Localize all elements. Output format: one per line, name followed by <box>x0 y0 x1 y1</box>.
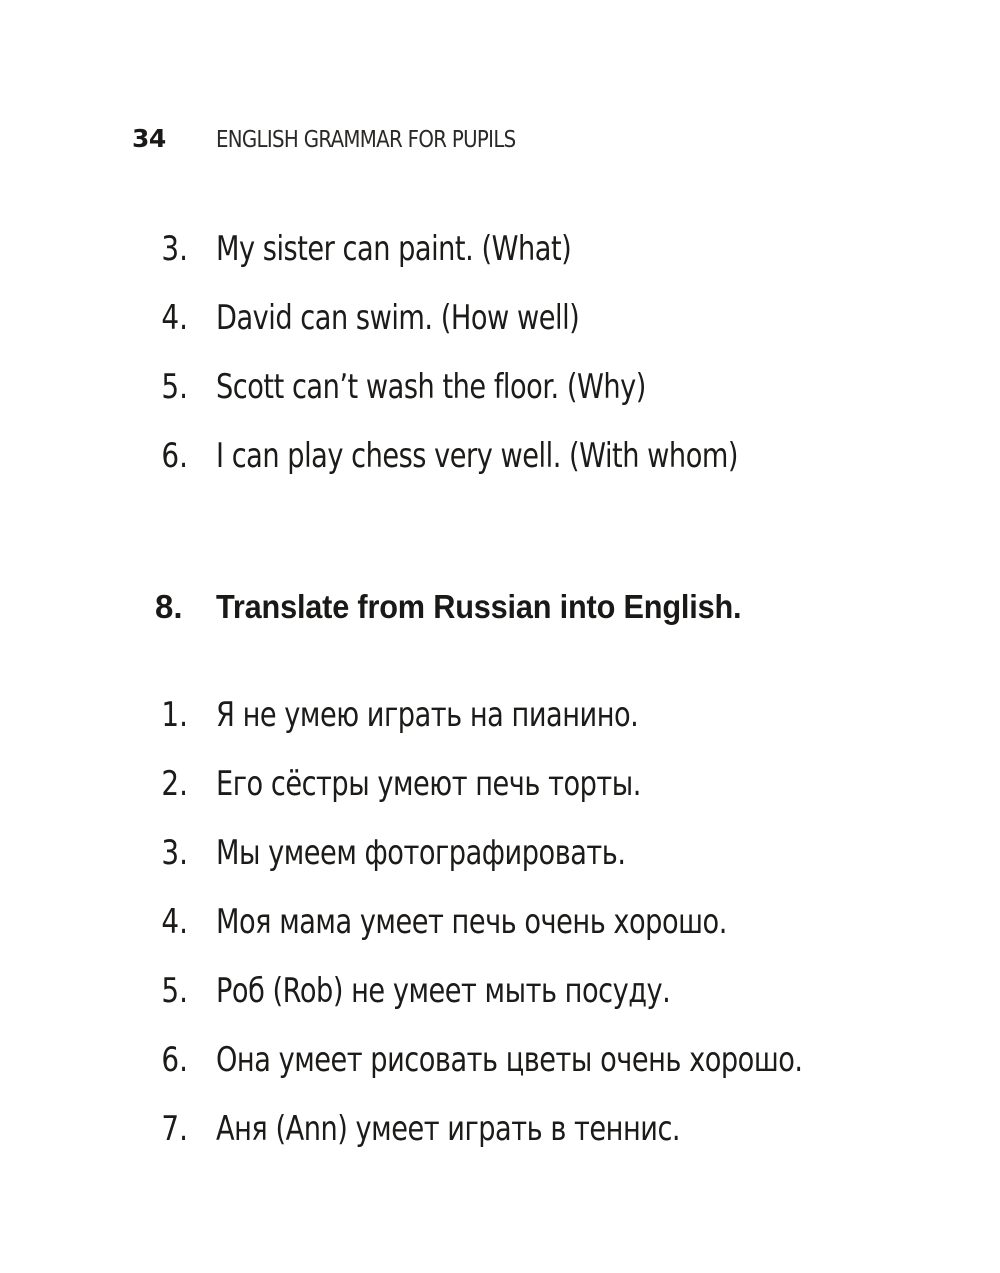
item-text: Она умеет рисовать цветы очень хорошо. <box>216 1039 803 1080</box>
item-text: Его сёстры умеют печь торты. <box>216 763 641 804</box>
item-number: 3. <box>161 832 188 873</box>
item-text: Scott can’t wash the floor. (Why) <box>216 366 646 407</box>
item-number: 6. <box>161 1039 188 1080</box>
item-number: 4. <box>161 901 188 942</box>
item-number: 7. <box>161 1108 188 1149</box>
item-number: 4. <box>161 297 188 338</box>
book-title: ENGLISH GRAMMAR FOR PUPILS <box>216 127 516 153</box>
item-text: My sister can paint. (What) <box>216 228 572 269</box>
item-text: I can play chess very well. (With whom) <box>216 435 738 476</box>
exercise-heading <box>155 588 781 626</box>
item-text: Роб (Rob) не умеет мыть посуду. <box>216 970 671 1011</box>
item-number: 6. <box>161 435 188 476</box>
running-head <box>132 124 564 160</box>
item-number: 2. <box>161 763 188 804</box>
item-number: 1. <box>161 694 188 735</box>
item-number: 5. <box>161 366 188 407</box>
item-number: 5. <box>161 970 188 1011</box>
item-number: 3. <box>161 228 188 269</box>
exercise-number: 8. <box>155 588 183 625</box>
exercise-title: Translate from Russian into English. <box>216 588 742 625</box>
item-text: Мы умеем фотографировать. <box>216 832 626 873</box>
item-text: Я не умею играть на пианино. <box>216 694 639 735</box>
page-number: 34 <box>132 124 166 153</box>
item-text: Моя мама умеет печь очень хорошо. <box>216 901 727 942</box>
item-text: David can swim. (How well) <box>216 297 580 338</box>
item-text: Аня (Ann) умеет играть в теннис. <box>216 1108 681 1149</box>
